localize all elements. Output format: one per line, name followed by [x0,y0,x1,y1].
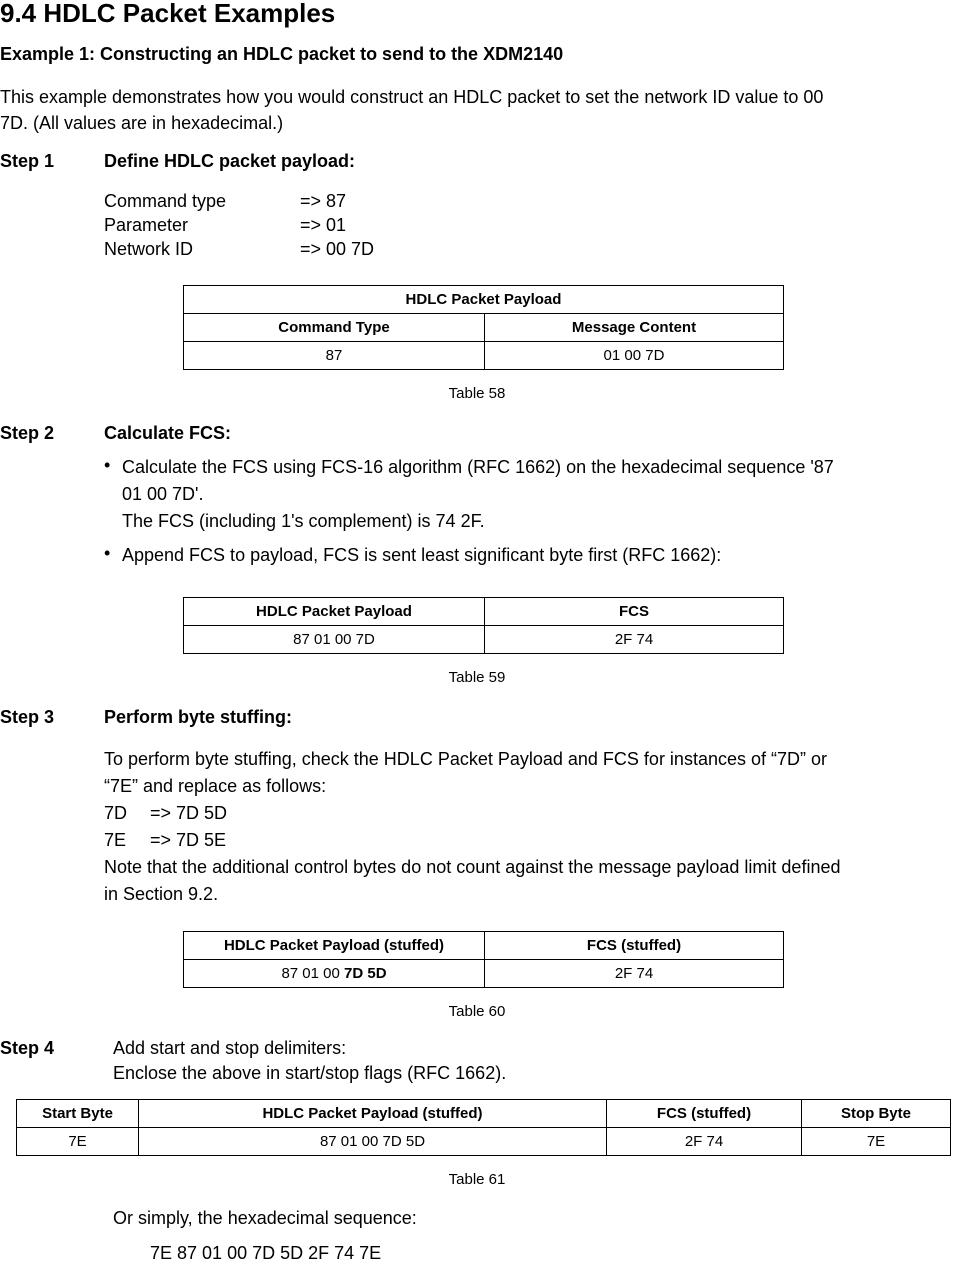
table-header: FCS [485,598,784,626]
table-60 [183,931,784,988]
table-caption: Table 58 [448,385,506,402]
payload-field-name: Command type [104,191,227,211]
example-title: Example 1: Constructing an HDLC packet to send to the XDM2140 [0,44,564,64]
table-59 [183,597,784,654]
bullet2-line: Append FCS to payload, FCS is sent least significant byte first (RFC 1662): [122,545,722,565]
payload-field-value: => 00 7D [300,239,375,259]
payload-field-name: Parameter [104,215,189,235]
table-header: HDLC Packet Payload (stuffed) [139,1100,607,1128]
step3-label: Step 3 [0,707,55,727]
table-header: Command Type [184,314,485,342]
table-cell: 7E [802,1128,951,1156]
step2-title: Calculate FCS: [104,423,232,443]
table-header: HDLC Packet Payload [184,598,485,626]
table-cell: 87 01 00 7D 5D [139,1128,607,1156]
step1-label: Step 1 [0,151,55,171]
table-cell: 01 00 7D [485,342,784,370]
step3-title: Perform byte stuffing: [104,707,293,727]
hex-sequence: 7E 87 01 00 7D 5D 2F 74 7E [150,1243,382,1263]
stuffing-rule-to: => 7D 5E [150,830,227,850]
table-cell [184,960,485,988]
step4-line-1: Add start and stop delimiters: [113,1038,347,1058]
intro-line-2: 7D. (All values are in hexadecimal.) [0,113,284,133]
table-header: Message Content [485,314,784,342]
step1-title: Define HDLC packet payload: [104,151,356,171]
table-cell: 2F 74 [485,626,784,654]
cell-stuffed-bytes: 7D 5D [344,965,387,982]
step3-text-line-2: “7E” and replace as follows: [104,776,327,796]
table-header: FCS (stuffed) [607,1100,802,1128]
cell-plain-text: 87 01 00 [281,965,345,982]
step3-note-line-1: Note that the additional control bytes do not count against the message payload limit defined [104,857,841,877]
table-cell: 87 01 00 7D [184,626,485,654]
bullet1-line-1: Calculate the FCS using FCS-16 algorithm (RFC 1662) on the hexadecimal sequence '87 [122,457,834,477]
stuffing-rule-from: 7E [104,830,127,850]
step4-line-2: Enclose the above in start/stop flags (RFC 1662). [113,1063,507,1083]
table-header: Stop Byte [802,1100,951,1128]
step2-label: Step 2 [0,423,55,443]
payload-field-value: => 01 [300,215,347,235]
table-cell: 2F 74 [485,960,784,988]
table-caption: Table 59 [448,669,506,686]
stuffing-rule-from: 7D [104,803,128,823]
table-61 [16,1099,951,1156]
intro-line-1: This example demonstrates how you would construct an HDLC packet to set the network ID value to 00 [0,87,824,107]
table-title: HDLC Packet Payload [184,286,784,314]
bullet1-line-2: 01 00 7D'. [122,484,204,504]
table-cell: 7E [17,1128,139,1156]
stuffing-rule-to: => 7D 5D [150,803,228,823]
table-cell: 87 [184,342,485,370]
table-caption: Table 61 [448,1171,506,1188]
table-caption: Table 60 [448,1003,506,1020]
bullet-icon: • [104,543,111,563]
table-header: HDLC Packet Payload (stuffed) [184,932,485,960]
payload-field-name: Network ID [104,239,194,259]
table-cell: 2F 74 [607,1128,802,1156]
step4-label: Step 4 [0,1038,55,1058]
table-header: Start Byte [17,1100,139,1128]
section-title: 9.4 HDLC Packet Examples [0,0,336,28]
table-header: FCS (stuffed) [485,932,784,960]
payload-field-value: => 87 [300,191,347,211]
table-58 [183,285,784,370]
step3-note-line-2: in Section 9.2. [104,884,219,904]
bullet-icon: • [104,455,111,475]
step3-text-line-1: To perform byte stuffing, check the HDLC Packet Payload and FCS for instances of “7D” or [104,749,827,769]
bullet1-line-3: The FCS (including 1's complement) is 74 2F. [122,511,485,531]
simply-text: Or simply, the hexadecimal sequence: [113,1208,417,1228]
